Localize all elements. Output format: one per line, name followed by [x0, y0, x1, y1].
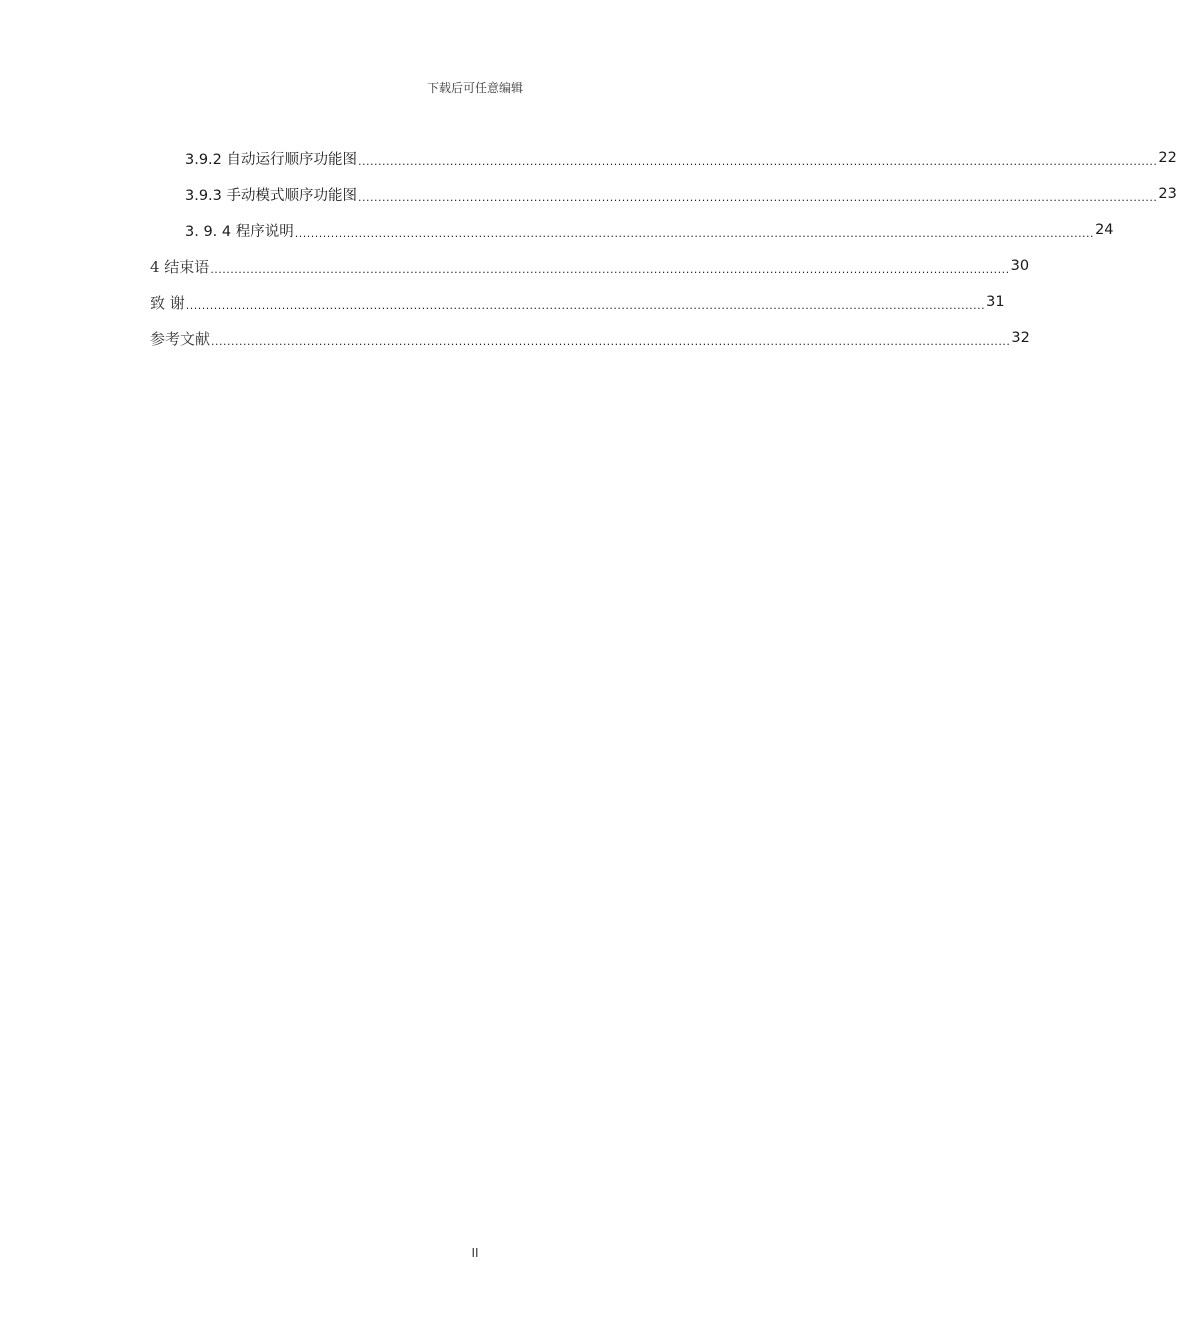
toc-entry-label: 参考文献: [150, 329, 211, 348]
toc-entry-page: 24: [1095, 222, 1114, 238]
toc-entry-page: 23: [1158, 186, 1177, 202]
toc-entry-3-9-4[interactable]: [150, 212, 1114, 248]
toc-dot-leader: ........................................................................................................................................................................................................: [294, 226, 1095, 240]
toc-entry-label: 4 结束语: [150, 257, 210, 276]
toc-entry-3-9-2[interactable]: [150, 140, 1177, 176]
toc-dot-leader: ........................................................................................................................................................................................................: [210, 262, 1010, 276]
toc-entry-label: 3.9.2 自动运行顺序功能图: [185, 148, 358, 169]
toc-entry-page: 22: [1158, 150, 1177, 166]
toc-dot-leader: ........................................................................................................................................................................................................: [358, 154, 1158, 168]
toc-entry-label: 3. 9. 4 程序说明: [185, 220, 295, 241]
page-header: 下载后可任意编辑: [426, 81, 523, 95]
toc-entry-acknowledgements[interactable]: [150, 284, 1005, 320]
toc-dot-leader: ........................................................................................................................................................................................................: [185, 298, 986, 312]
toc-entry-references[interactable]: [150, 320, 1030, 356]
page-number: II: [471, 1246, 479, 1260]
toc-entry-page: 32: [1011, 330, 1030, 346]
toc-dot-leader: ........................................................................................................................................................................................................: [358, 190, 1158, 204]
toc-entry-label: 致 谢: [150, 293, 185, 312]
table-of-contents: [150, 140, 1177, 356]
toc-dot-leader: ........................................................................................................................................................................................................: [211, 334, 1011, 348]
toc-entry-page: 31: [986, 294, 1005, 310]
toc-entry-3-9-3[interactable]: [150, 176, 1177, 212]
toc-entry-label: 3.9.3 手动模式顺序功能图: [185, 184, 358, 205]
toc-entry-conclusion[interactable]: [150, 248, 1030, 284]
toc-entry-page: 30: [1010, 258, 1030, 274]
